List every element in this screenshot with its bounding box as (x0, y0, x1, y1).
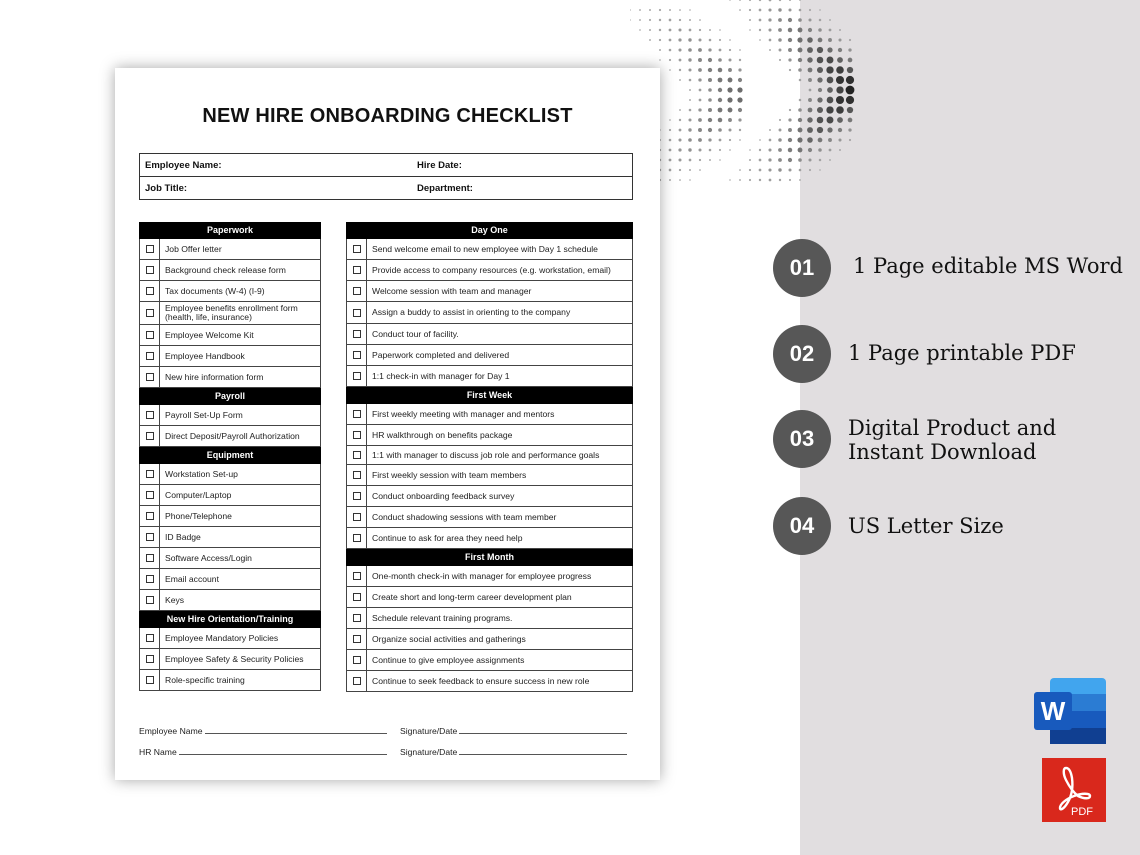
checklist-item (139, 239, 321, 260)
checklist-item (139, 527, 321, 548)
feature-number-badge: 03 (773, 410, 831, 468)
checklist-item-label: Direct Deposit/Payroll Authorization (165, 430, 300, 441)
checklist-item-label: Continue to ask for area they need help (372, 532, 523, 543)
checklist-item-label: Phone/Telephone (165, 510, 232, 521)
feature-item (773, 239, 1123, 297)
feature-number-badge: 02 (773, 325, 831, 383)
checklist-item-label: Continue to give employee assignments (372, 654, 525, 665)
hr-signature-date-line (400, 746, 627, 757)
checkbox-icon[interactable] (140, 325, 160, 345)
checkbox-icon[interactable] (347, 302, 367, 323)
checkbox-icon[interactable] (140, 506, 160, 526)
hr-signature-line (139, 746, 387, 757)
checkbox-icon[interactable] (140, 628, 160, 648)
checkbox-icon[interactable] (140, 239, 160, 259)
checkbox-icon[interactable] (140, 485, 160, 505)
employee-name-sig-label: Employee Name (139, 726, 203, 736)
checkbox-icon[interactable] (347, 446, 367, 464)
checkbox-icon[interactable] (347, 629, 367, 649)
checklist-item (346, 260, 633, 281)
section-heading: New Hire Orientation/Training (139, 611, 321, 628)
feature-item (773, 325, 1076, 383)
checklist-item-label: Paperwork completed and delivered (372, 349, 510, 360)
checklist-item (346, 650, 633, 671)
checklist-item (139, 367, 321, 388)
employee-name-label: Employee Name: (145, 159, 222, 171)
checkbox-icon[interactable] (347, 566, 367, 586)
checkbox-icon[interactable] (347, 587, 367, 607)
checklist-item (139, 464, 321, 485)
checkbox-icon[interactable] (347, 528, 367, 548)
checklist-item-label: Keys (165, 594, 185, 605)
employee-signature-date-line (400, 725, 627, 736)
checklist-item-label: Employee Mandatory Policies (165, 632, 279, 643)
checklist-item (346, 281, 633, 302)
info-row (140, 176, 632, 199)
hr-name-sig-label: HR Name (139, 747, 177, 757)
checkbox-icon[interactable] (347, 507, 367, 527)
checklist-item-label: 1:1 check-in with manager for Day 1 (372, 370, 510, 381)
checklist-item-label: Conduct shadowing sessions with team member (372, 511, 557, 522)
info-row (140, 154, 632, 176)
checkbox-icon[interactable] (140, 281, 160, 301)
checklist-item-label: Workstation Set-up (165, 468, 238, 479)
feature-text: 1 Page printable PDF (848, 341, 1076, 365)
checklist-item (346, 486, 633, 507)
section-heading: First Week (346, 387, 633, 404)
checklist-item (346, 324, 633, 345)
ms-word-icon (1034, 678, 1106, 744)
checklist-item (346, 465, 633, 486)
section-heading: Equipment (139, 447, 321, 464)
checklist-item (139, 346, 321, 367)
section-heading: Paperwork (139, 222, 321, 239)
checkbox-icon[interactable] (347, 345, 367, 365)
checklist-item (139, 670, 321, 691)
checklist-item-label: Conduct onboarding feedback survey (372, 490, 515, 501)
left-checklist-column (139, 222, 321, 691)
checklist-item-label: Employee Welcome Kit (165, 329, 254, 340)
checkbox-icon[interactable] (140, 367, 160, 387)
section-heading: Payroll (139, 388, 321, 405)
pdf-icon (1042, 758, 1106, 822)
document-title: NEW HIRE ONBOARDING CHECKLIST (202, 105, 573, 127)
checkbox-icon[interactable] (140, 590, 160, 610)
hire-date-label: Hire Date: (417, 159, 462, 171)
checklist-item-label: Computer/Laptop (165, 489, 232, 500)
signature-date-label: Signature/Date (400, 726, 458, 736)
employee-signature-line (139, 725, 387, 736)
checkbox-icon[interactable] (140, 548, 160, 568)
checklist-item-label: New hire information form (165, 371, 264, 382)
checklist-item-label: Create short and long-term career development plan (372, 591, 572, 602)
checkbox-icon[interactable] (140, 426, 160, 446)
checkbox-icon[interactable] (140, 260, 160, 280)
checkbox-icon[interactable] (347, 486, 367, 506)
checklist-item (139, 405, 321, 426)
checklist-document (115, 68, 660, 780)
checkbox-icon[interactable] (347, 465, 367, 485)
checklist-item (139, 569, 321, 590)
feature-text: 1 Page editable MS Word (853, 254, 1123, 278)
section-heading: Day One (346, 222, 633, 239)
employee-info-box (139, 153, 633, 200)
checklist-item (346, 629, 633, 650)
checklist-item (346, 366, 633, 387)
department-label: Department: (417, 182, 473, 194)
checklist-item-label: First weekly meeting with manager and mentors (372, 408, 555, 419)
signature-date-label: Signature/Date (400, 747, 458, 757)
checkbox-icon[interactable] (347, 324, 367, 344)
checklist-item-label: Provide access to company resources (e.g. workstation, email) (372, 264, 611, 275)
checklist-item (346, 425, 633, 446)
checkbox-icon[interactable] (140, 670, 160, 690)
checklist-item (346, 528, 633, 549)
checklist-item (346, 608, 633, 629)
checklist-item-label: Assign a buddy to assist in orienting to the company (372, 307, 571, 317)
checklist-item (139, 281, 321, 302)
checkbox-icon[interactable] (347, 404, 367, 424)
checkbox-icon[interactable] (347, 425, 367, 445)
checkbox-icon[interactable] (140, 464, 160, 484)
checklist-item-label: Tax documents (W-4) (I-9) (165, 285, 265, 296)
checklist-item (346, 404, 633, 425)
job-title-label: Job Title: (145, 182, 188, 194)
checklist-item (139, 548, 321, 569)
checkbox-icon[interactable] (140, 649, 160, 669)
svg-text:PDF: PDF (1071, 806, 1093, 818)
checklist-item (346, 345, 633, 366)
checklist-item-label: First weekly session with team members (372, 469, 527, 480)
checklist-item-label: Schedule relevant training programs. (372, 612, 513, 623)
checklist-item-label: Employee Handbook (165, 350, 245, 361)
checklist-item (139, 628, 321, 649)
feature-number-badge: 04 (773, 497, 831, 555)
checkbox-icon[interactable] (347, 671, 367, 691)
checklist-item-label: Send welcome email to new employee with Day 1 schedule (372, 243, 598, 254)
feature-text: Digital Product and Instant Download (848, 416, 1057, 464)
checklist-item-label: Organize social activities and gatherings (372, 633, 526, 644)
checklist-item (139, 649, 321, 670)
right-checklist-column (346, 222, 633, 692)
checklist-item-label: Employee benefits enrollment form (health, life, insurance) (165, 303, 298, 322)
checklist-item (346, 671, 633, 692)
checklist-item (139, 260, 321, 281)
checklist-item (139, 302, 321, 325)
checklist-item-label: One-month check-in with manager for employee progress (372, 570, 592, 581)
feature-text: US Letter Size (848, 514, 1004, 538)
checklist-item (346, 446, 633, 465)
checkbox-icon[interactable] (347, 366, 367, 386)
checkbox-icon[interactable] (347, 281, 367, 301)
halftone-arrow-decoration (630, 0, 870, 200)
checklist-item (139, 325, 321, 346)
checkbox-icon[interactable] (140, 569, 160, 589)
feature-number-badge: 01 (773, 239, 831, 297)
checklist-item (139, 485, 321, 506)
checklist-item-label: ID Badge (165, 531, 201, 542)
checklist-item-label: Continue to seek feedback to ensure success in new role (372, 675, 590, 686)
checklist-item-label: Payroll Set-Up Form (165, 409, 243, 420)
checklist-item (139, 590, 321, 611)
checkbox-icon[interactable] (347, 608, 367, 628)
checklist-item (346, 587, 633, 608)
checklist-item (346, 566, 633, 587)
checkbox-icon[interactable] (347, 650, 367, 670)
checklist-item-label: Software Access/Login (165, 552, 252, 563)
checklist-item-label: Welcome session with team and manager (372, 285, 532, 296)
checklist-item (139, 426, 321, 447)
checklist-item (139, 506, 321, 527)
checklist-item-label: HR walkthrough on benefits package (372, 429, 513, 440)
checkbox-icon[interactable] (347, 239, 367, 259)
checklist-item-label: Background check release form (165, 264, 286, 275)
checklist-item-label: 1:1 with manager to discuss job role and performance goals (372, 449, 600, 460)
checkbox-icon[interactable] (140, 302, 160, 324)
feature-item (773, 497, 1004, 555)
checkbox-icon[interactable] (347, 260, 367, 280)
checklist-item-label: Job Offer letter (165, 243, 222, 254)
checklist-item-label: Employee Safety & Security Policies (165, 653, 304, 664)
checkbox-icon[interactable] (140, 346, 160, 366)
checklist-item-label: Email account (165, 573, 219, 584)
svg-text:W: W (1040, 696, 1066, 726)
checkbox-icon[interactable] (140, 527, 160, 547)
checklist-item (346, 302, 633, 324)
checklist-item-label: Conduct tour of facility. (372, 328, 459, 339)
feature-item (773, 410, 1057, 468)
checklist-item (346, 507, 633, 528)
checklist-item-label: Role-specific training (165, 674, 245, 685)
checkbox-icon[interactable] (140, 405, 160, 425)
section-heading: First Month (346, 549, 633, 566)
checklist-item (346, 239, 633, 260)
